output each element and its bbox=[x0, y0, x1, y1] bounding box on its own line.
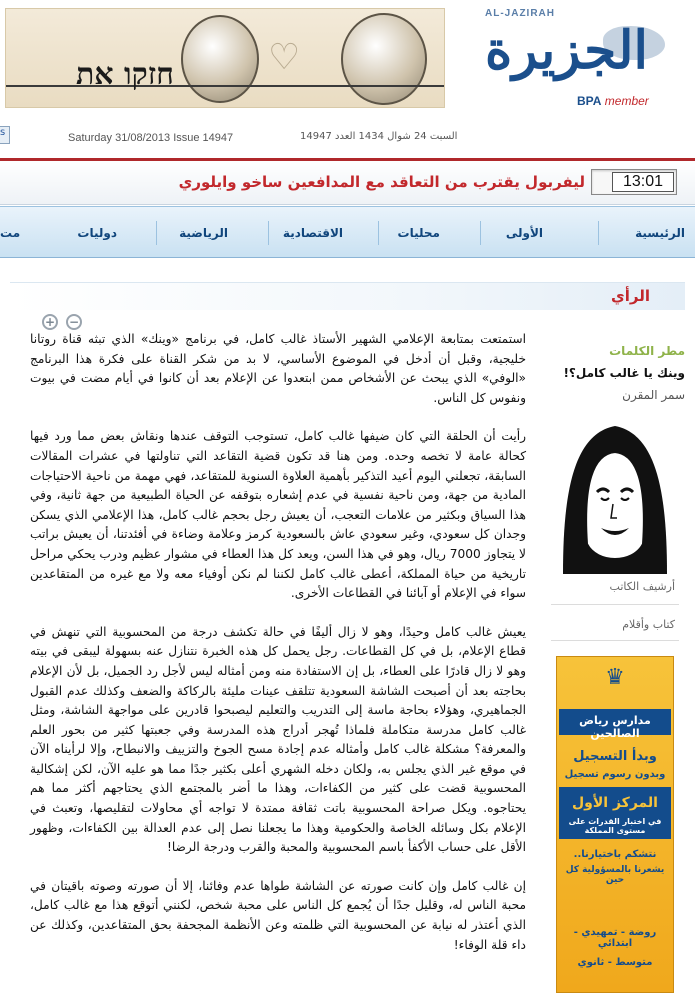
nav-item-economy[interactable]: الاقتصادية bbox=[282, 226, 343, 240]
ad-no-fees: وبدون رسوم تسجيل bbox=[564, 769, 666, 780]
column-name: مطر الكلمات bbox=[609, 344, 685, 358]
bpa-member: member bbox=[604, 94, 649, 108]
article-paragraph: إن غالب كامل وإن كانت صورته عن الشاشة طواها عدم وفائنا، إلا أن صورته وصوته باقيتان في محبة الناس له، وقليل جدًا أن يُجمع كل الناس على محبة شخص، لكنني أتوقع هذا مع غالب كامل، الذي أعتذر له نيابة عن المحسوبية التي ظلمته وعن الأنظمة المجحفة بحق المتقاعدين، وكذلك عن داء قلة الوفاء! bbox=[30, 878, 526, 952]
ad-tagline-1: نتشكم باختيارنا.. bbox=[573, 849, 657, 860]
nav-item-home[interactable]: الرئيسية bbox=[635, 226, 685, 240]
section-title: الرأي bbox=[611, 287, 650, 305]
school-ad[interactable] bbox=[556, 656, 674, 993]
author-portrait bbox=[553, 414, 677, 576]
article-paragraph: استمتعت بمتابعة الإعلامي الشهير الأستاذ غالب كامل، في برنامج «وينك» الذي تبثه قناة روتانا خليجية، وقبل أن أدخل في الموضوع الأساسي، لا بد من شكر القناة على فكرة هذا البرنامج «الوفي» الذي يبحث عن الأشخاص ممن ابتعدوا عن الإعلام بعد أن كانوا في أيام مضت في بيوت ونفوس كل الناس. bbox=[30, 332, 526, 405]
site-header bbox=[0, 0, 695, 160]
ad-registration: وبدأ التسجيل bbox=[573, 749, 657, 764]
sidebar-divider bbox=[551, 640, 679, 641]
author-archive-link[interactable]: أرشيف الكاتب bbox=[609, 580, 675, 593]
nav-separator bbox=[268, 221, 269, 245]
nav-item-front[interactable]: الأولى bbox=[505, 226, 543, 240]
main-nav bbox=[0, 206, 695, 258]
author-portrait-drawing bbox=[553, 414, 677, 576]
sidebar-divider bbox=[551, 604, 679, 605]
article-paragraph: رأيت أن الحلقة التي كان ضيفها غالب كامل، تستوجب التوقف عندها ونقاش بعض مما ورد فيها كحالة عامة لا تخصه وحده. ومن هنا قد تكون قضية التقاعد التي تناولتها في عشرات المقالات السابقة، تجعلني اليوم أعيد التذكير بأهمية العلاوة السنوية للمتقاعد، فهي مهمة من ناحية الاحتياجات المادية من جهة، ومن ناحية نفسية في عدم إشعاره بتوقفه عن الحياة الطبيعية من جهة ثانية، وفي هذا السياق وبكثير من علامات التعجب، أن يعيش رجل بحجم غالب كامل، هذا الإعلامي الذي يسكن وجدان كل سعودي، وغير سعودي عاش بالسعودية كرمز وعلامة وضاءة في أفئدتنا، أن يعيش براتب لا يتجاوز 7000 ريال، وهو في هذا السن، ويعد كل هذا العطاء في مشوار عظيم ودرب يحكي مراحل تاريخية من حياة المملكة، أعطى غالب كامل لكننا لم نكن أوفياء معه ولا مع غيره من المتقاعدين سواء في الإعلام أو آبائنا في القطاعات الأخرى. bbox=[30, 429, 526, 601]
nav-separator bbox=[378, 221, 379, 245]
crown-icon: ♛ bbox=[605, 665, 625, 690]
bpa-badge bbox=[577, 94, 649, 108]
heart-icon: ♡ bbox=[268, 37, 301, 78]
site-logo[interactable] bbox=[485, 8, 685, 118]
nav-item-local[interactable]: محليات bbox=[397, 226, 440, 240]
logo-english: AL-JAZIRAH bbox=[485, 8, 555, 19]
writers-link[interactable]: كتاب وأقلام bbox=[622, 618, 675, 631]
banner-divider bbox=[6, 85, 444, 87]
nav-item-international[interactable]: دوليات bbox=[77, 226, 117, 240]
news-ticker bbox=[0, 161, 695, 205]
zoom-out-icon[interactable]: − bbox=[66, 314, 82, 330]
nav-item-sports[interactable]: الرياضية bbox=[179, 226, 228, 240]
ad-school-name: مدارس رياض الصالحين bbox=[579, 714, 651, 740]
search-button-edge[interactable]: s bbox=[0, 126, 10, 144]
article-body bbox=[30, 330, 526, 974]
nav-separator bbox=[156, 221, 157, 245]
column-headline: وينك يا غالب كامل؟! bbox=[563, 366, 685, 380]
issue-date-arabic: السبت 24 شوال 1434 العدد 14947 bbox=[300, 131, 458, 142]
nav-separator bbox=[480, 221, 481, 245]
section-header bbox=[10, 282, 685, 310]
ticker-clock: 13:01 bbox=[612, 172, 674, 192]
logo-arabic: الجزيرة bbox=[485, 20, 648, 81]
ad-center-title: المركز الأول bbox=[572, 795, 658, 811]
banner-text: חזקו את bbox=[76, 57, 174, 92]
ad-center-sub: في اختبار القدرات على مستوى المملكة bbox=[568, 817, 662, 835]
nav-item-more[interactable]: مت bbox=[0, 226, 21, 240]
ad-tagline-2: يشعرنا بالمسؤولية كل حين bbox=[565, 865, 665, 885]
ticker-headline[interactable]: ليفربول يقترب من التعاقد مع المدافعين ساخو وايلوري bbox=[178, 173, 585, 191]
article-paragraph: يعيش غالب كامل وحيدًا، وهو لا زال أليفًا في حالة تكشف درجة من المحسوبية التي تنهش في قطاع الإعلام، بل في كل القطاعات. رجل يحمل كل هذه الخبرة نتنازل عنه بسهولة ليبقى في بيته وهو لا زال قادرًا على العطاء، بل إن الاستفادة منه ومن أمثاله ليس لأجل رد الجميل، بل لأن الإعلام بحاجته بعد أن أصبحت الشاشة السعودية تتلقف عينات مليئة بالركاكة والضعف وكذلك عدم القبول الجماهيري، وهؤلاء بحاجة ماسة إلى التدريب والتعليم ليصبحوا قادرين على مواجهة الشاشة، ومثل غالب كامل مدرسة متكاملة فلماذا تُهجر أدراج هذه المدرسة وفي جعبتها كثير من بحور العلم والمعرفة؟ مشكلة غالب كامل وأمثاله عدم إجادة مسح الجوخ والتزييف والانبطاح، وإلا لرأيناه الآن في موقع غير الذي يجلس به، ولكان دخله الشهري أعلى بكثير جدًا مما هو عليه الآن، لكن إشكالية المحسوبية قضت على كثير من الكفاءات، وهذا ما أضر بالمجتمع الذي يحتاجهم أكثر مما هم يحتاجوه. ويكل صراحة المحسوبية باتت ثقافة ممتدة لا تواجه أي محاولات لتقليصها، وتعبث في الإعلام بكل وسائله الخاصة والحكومية وهذا ما يجعلنا نصل إلى عدم العدالة بين الكفاءات، وظهور الأقل على حساب الأكفأ باسم المحسوبية والمحبة والقرب ودرجة الرضا! bbox=[30, 624, 526, 855]
ad-levels-2: متوسط - ثانوي bbox=[577, 957, 653, 968]
author-name[interactable]: سمر المقرن bbox=[622, 388, 685, 402]
zoom-in-icon[interactable]: + bbox=[42, 314, 58, 330]
banner-ad[interactable] bbox=[5, 8, 445, 108]
banner-face-left bbox=[181, 15, 259, 103]
ad-levels-1: روضة - تمهيدي - ابتدائي bbox=[573, 927, 657, 949]
banner-face-right bbox=[341, 13, 427, 105]
bpa-label: BPA bbox=[577, 94, 602, 108]
issue-date-english: Saturday 31/08/2013 Issue 14947 bbox=[68, 132, 234, 144]
nav-separator bbox=[598, 221, 599, 245]
